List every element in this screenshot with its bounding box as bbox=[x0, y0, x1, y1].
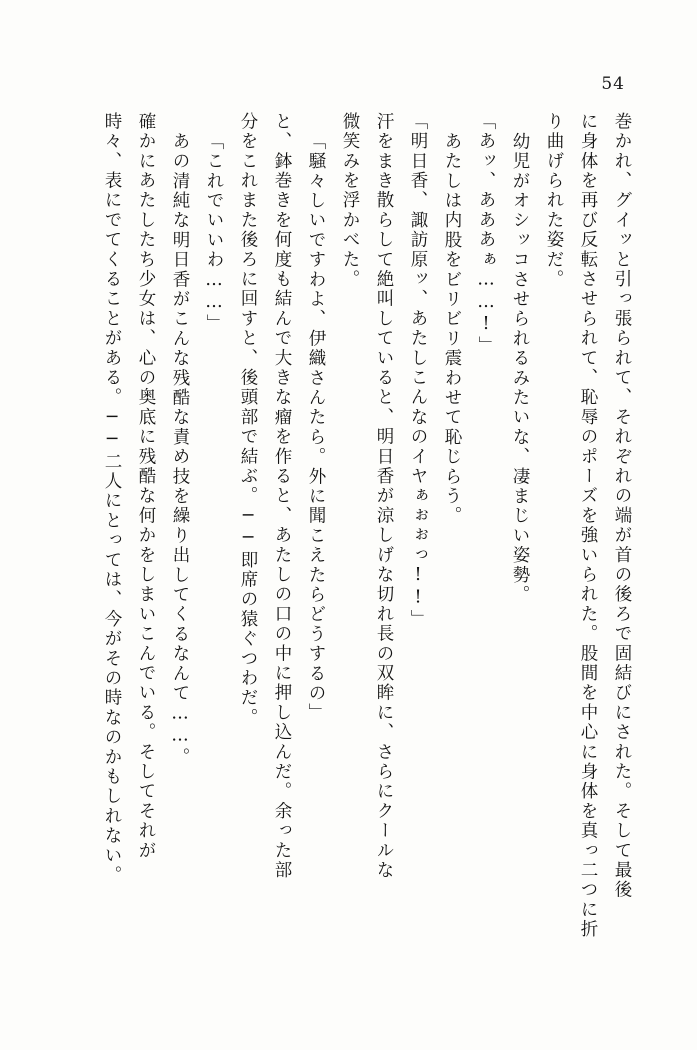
text-line: と、鉢巻きを何度も結んで大きな瘤を作ると、あたしの口の中に押し込んだ。余った部 bbox=[272, 112, 292, 881]
text-line: 分をこれまた後ろに回すと、後頭部で結ぶ。──即席の猿ぐつわだ。 bbox=[238, 112, 258, 728]
text-line: 巻かれ、グイッと引っ張られて、それぞれの端が首の後ろで固結びにされた。そして最後 bbox=[612, 112, 632, 900]
text-line: 「明日香、諏訪原ッ、あたしこんなのイヤぁぉぉっ!!」 bbox=[408, 112, 428, 630]
text-line: 「騒々しいですわよ、伊織さんたら。外に聞こえたらどうするの」 bbox=[306, 132, 326, 723]
page-number: 54 bbox=[601, 74, 625, 94]
text-line: 時々、表にでてくることがある。──二人にとっては、今がその時なのかもしれない。 bbox=[102, 112, 122, 886]
text-line: あたしは内股をビリビリ震わせて恥じらう。 bbox=[442, 132, 462, 526]
text-line: 汗をまき散らして絶叫していると、明日香が涼しげな切れ長の双眸に、さらにクールな bbox=[374, 112, 394, 881]
vertical-text-body bbox=[52, 112, 639, 1012]
text-line: 確かにあたしたち少女は、心の奥底に残酷な何かをしまいこんでいる。そしてそれが bbox=[136, 112, 156, 861]
text-line: 「あッ、あああぁ……!」 bbox=[476, 112, 496, 356]
text-line: 「これでいいわ……」 bbox=[204, 132, 224, 334]
text-line: り曲げられた姿だ。 bbox=[544, 112, 564, 290]
text-line: に身体を再び反転させられて、恥辱のポーズを強いられた。股間を中心に身体を真っ二つに折 bbox=[578, 112, 598, 940]
text-line: 幼児がオシッコさせられるみたいな、凄まじい姿勢。 bbox=[510, 132, 530, 605]
text-line: 微笑みを浮かべた。 bbox=[340, 112, 360, 290]
text-line: あの清純な明日香がこんな残酷な責め技を繰り出してくるなんて……。 bbox=[170, 132, 190, 768]
